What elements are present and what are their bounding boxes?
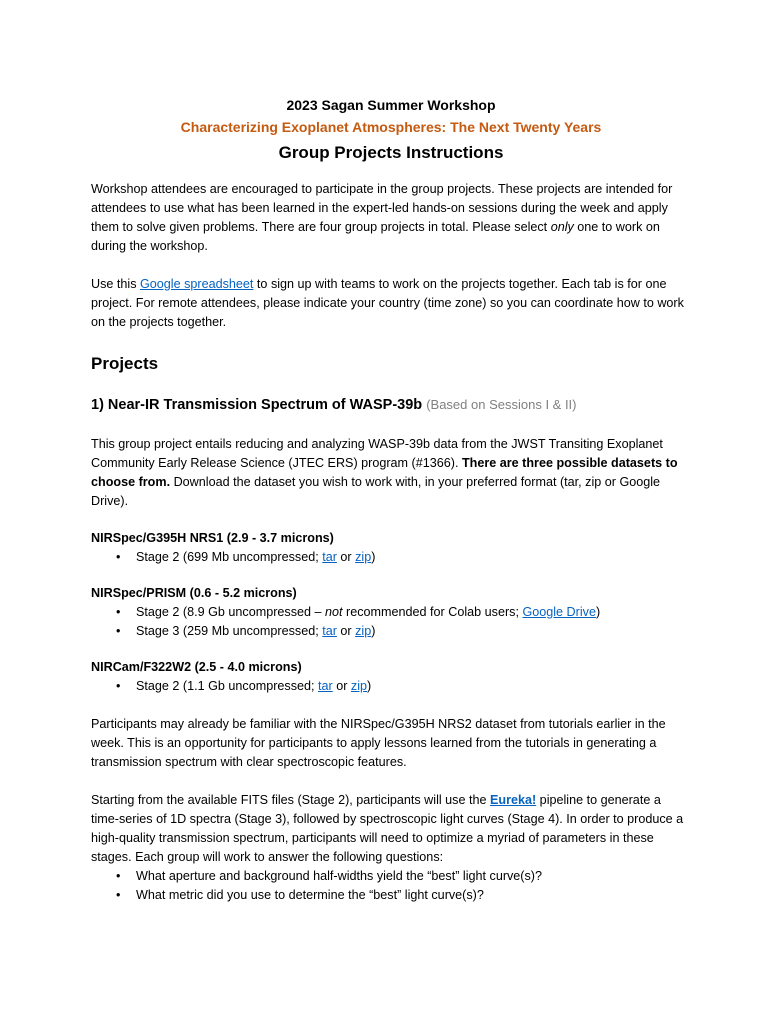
list-item xyxy=(136,677,691,696)
tar-link[interactable]: tar xyxy=(322,550,337,564)
eureka-link[interactable]: Eureka! xyxy=(489,793,537,807)
dataset-title: NIRSpec/G395H NRS1 (2.9 - 3.7 microns) xyxy=(91,531,334,545)
pipeline-paragraph xyxy=(91,791,691,867)
project1-heading xyxy=(91,394,691,416)
list-item xyxy=(136,603,691,622)
intro-paragraph xyxy=(91,180,691,256)
dataset-title: NIRCam/F322W2 (2.5 - 4.0 microns) xyxy=(91,660,302,674)
project1-desc-a: This group project entails reducing and analyzing WASP-39b data from the JWST Transiting Exoplanet Community Early Release Science (JTEC ERS) program (#1366). xyxy=(91,437,663,470)
familiar-paragraph: Participants may already be familiar with the NIRSpec/G395H NRS2 dataset from tutorials earlier in the week. This is an opportunity for participants to apply lessons learned from the tutorials in generating a transmission spectrum with clear spectroscopic features. xyxy=(91,717,666,769)
tar-link[interactable]: tar xyxy=(318,679,333,693)
list-item xyxy=(136,548,691,567)
list-item: • What metric did you use to determine the “best” light curve(s)? xyxy=(136,886,691,905)
intro-text-a: Workshop attendees are encouraged to participate in the group projects. These projects are intended for attendees to use what has been learned in the expert-led hands-on sessions during the week and apply them to solve given problems. There are four group projects in total. Please select xyxy=(91,182,673,234)
document-page xyxy=(91,94,691,905)
projects-heading: Projects xyxy=(91,354,159,373)
item-text: ) xyxy=(371,550,376,564)
list-item xyxy=(136,622,691,641)
item-text: or xyxy=(332,679,351,693)
item-text: Stage 2 (8.9 Gb uncompressed – xyxy=(136,605,326,619)
workshop-title: 2023 Sagan Summer Workshop xyxy=(286,97,496,113)
item-text: or xyxy=(336,550,356,564)
item-text: or xyxy=(336,624,356,638)
tar-link[interactable]: tar xyxy=(322,624,337,638)
zip-link[interactable]: zip xyxy=(355,550,372,564)
signup-paragraph xyxy=(91,275,691,332)
project1-desc-bold: There are three possible datasets to choose from. xyxy=(91,456,678,489)
signup-text-b: to sign up with teams to work on the projects together. Each tab is for one project. For remote attendees, please indicate your country (time zone) so you can coordinate how to work on the projects together. xyxy=(91,277,684,329)
intro-text-b: one to work on during the workshop. xyxy=(91,220,660,253)
project1-title: 1) Near-IR Transmission Spectrum of WASP-39b xyxy=(91,397,423,413)
list-item: • What aperture and background half-widths yield the “best” light curve(s)? xyxy=(136,867,691,886)
zip-link[interactable]: zip xyxy=(350,679,368,693)
pipeline-text-a: Starting from the available FITS files (Stage 2), participants will use the xyxy=(91,793,490,807)
item-text: ) xyxy=(367,679,372,693)
pipeline-text-b: pipeline to generate a time-series of 1D spectra (Stage 3), followed by spectroscopic light curves (Stage 4). In order to produce a high-quality transmission spectrum, participants will need to optimize a myriad of parameters in these stages. Each group will work to answer the following questions: xyxy=(91,793,684,864)
item-text: Stage 3 (259 Mb uncompressed; xyxy=(136,624,323,638)
project1-note: (Based on Sessions I & II) xyxy=(426,397,577,412)
project1-desc-b: Download the dataset you wish to work with, in your preferred format (tar, zip or Google Drive). xyxy=(91,475,661,508)
dataset-title: NIRSpec/PRISM (0.6 - 5.2 microns) xyxy=(91,586,297,600)
not-emphasis: not xyxy=(325,605,343,619)
document-title: Group Projects Instructions xyxy=(278,143,504,162)
google-drive-link[interactable]: Google Drive xyxy=(522,605,596,619)
item-text: Stage 2 (699 Mb uncompressed; xyxy=(136,550,323,564)
dataset-list xyxy=(91,603,691,641)
project1-description xyxy=(91,435,691,511)
workshop-subtitle: Characterizing Exoplanet Atmospheres: The Next Twenty Years xyxy=(180,119,602,135)
item-text: ) xyxy=(371,624,376,638)
dataset-list xyxy=(91,677,691,696)
dataset-list xyxy=(91,548,691,567)
signup-text-a: Use this xyxy=(91,277,140,291)
item-text: ) xyxy=(595,605,601,619)
item-text: recommended for Colab users; xyxy=(342,605,523,619)
google-spreadsheet-link[interactable]: Google spreadsheet xyxy=(140,277,254,291)
item-text: Stage 2 (1.1 Gb uncompressed; xyxy=(136,679,319,693)
zip-link[interactable]: zip xyxy=(355,624,372,638)
intro-only-emphasis: only xyxy=(550,220,574,234)
questions-list xyxy=(91,867,691,905)
